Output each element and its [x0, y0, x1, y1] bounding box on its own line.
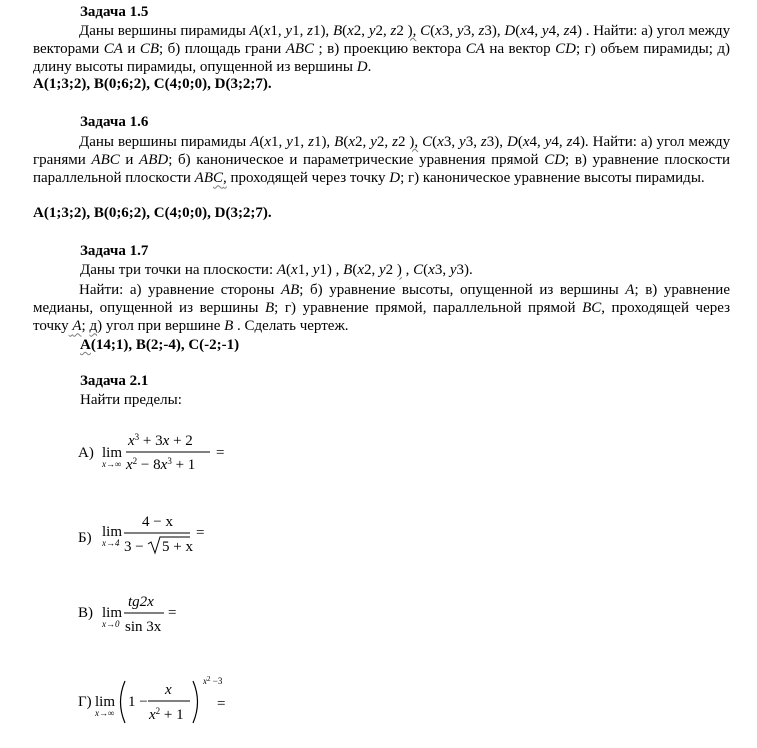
limit-a-label: А)	[78, 445, 94, 461]
limit-d-sub: x→∞	[95, 708, 115, 718]
left-paren	[121, 681, 126, 723]
limit-c-label: В)	[78, 605, 93, 621]
limit-d-equals: =	[217, 696, 226, 712]
limit-d-lim: lim	[95, 694, 116, 710]
task-1-5-title: Задача 1.5	[80, 4, 149, 20]
limit-b-lim: lim	[102, 524, 123, 540]
limit-a-numerator: $x^3 + 3x + 2$	[128, 432, 193, 449]
limit-b-equals: =	[196, 525, 205, 541]
limit-c-numerator: tg2x	[128, 594, 154, 610]
limit-a-sub: x→∞	[102, 459, 122, 469]
limit-c	[78, 595, 278, 645]
limit-b-sub: x→4	[102, 538, 120, 548]
limit-d	[78, 672, 298, 742]
limit-b-den-radicand: 5 + x	[162, 539, 193, 555]
limit-c-sub: x→0	[102, 619, 120, 629]
task-1-6-points: A(1;3;2), B(0;6;2), C(4;0;0), D(3;2;7).	[33, 205, 272, 221]
task-1-5-points: A(1;3;2), B(0;6;2), C(4;0;0), D(3;2;7).	[33, 76, 272, 92]
limit-a-denominator: $x^2 - 8x^3 + 1$	[126, 456, 196, 473]
limit-d-denominator: $x^2 + 1$	[149, 706, 184, 723]
limit-d-exponent: $x^2 -3$	[203, 675, 223, 686]
task-1-5-body: Даны вершины пирамиды A(x1, y1, z1), B(x2, y2, z2 ), C(x3, y3, z3), D(x4, y4, z4) . Найти: а) угол между векторами CA и CB; б) площадь грани ABC ; в) проекцию вектора CA на вектор CD; г) объем пирамиды; д) длину высоты пирамиды, опущенной из вершины D.	[33, 23, 731, 76]
limit-c-denominator: sin 3x	[125, 619, 162, 635]
task-2-1-title: Задача 2.1	[80, 373, 149, 389]
limit-a-lim: lim	[102, 445, 123, 461]
task-1-7-points: A(14;1), B(2;-4), C(-2;-1)	[80, 337, 240, 353]
limit-a	[78, 430, 278, 480]
task-1-6-body: Даны вершины пирамиды A(x1, y1, z1), B(x2, y2, z2 ), C(x3, y3, z3), D(x4, y4, z4). Найти: а) угол между гранями ABC и ABD; б) каноническое и параметрические уравнения прямой CD; в) уравнение плоскости параллельной плоскости ABC, проходящей через точку D; г) каноническое уравнение высоты пирамиды.	[33, 134, 731, 187]
limit-c-lim: lim	[102, 605, 123, 621]
limit-d-one: 1 −	[128, 694, 148, 710]
limit-b-label: Б)	[78, 530, 92, 546]
right-paren	[193, 681, 198, 723]
task-1-7-title: Задача 1.7	[80, 243, 149, 259]
task-1-6-title: Задача 1.6	[80, 114, 149, 130]
task-1-7-body: Найти: а) уравнение стороны AB; б) уравнение высоты, опущенной из вершины A; в) уравнение медианы, опущенной из вершины B; г) уравнение прямой, параллельной прямой BC, проходящей через точку A; д) угол при вершине B . Сделать чертеж.	[33, 282, 730, 335]
limit-c-equals: =	[168, 605, 177, 621]
task-1-7-line1: Даны три точки на плоскости: A(x1, y1) , B(x2, y2 ) , C(x3, y3).	[80, 262, 473, 278]
limit-d-numerator: x	[165, 682, 172, 698]
limit-b-numerator: 4 − x	[142, 514, 173, 530]
limit-a-equals: =	[216, 445, 225, 461]
limit-b-den-pre: 3 −	[124, 539, 144, 555]
limit-b	[78, 515, 278, 565]
limit-d-label: Г)	[78, 694, 92, 710]
task-2-1-subtitle: Найти пределы:	[80, 392, 182, 408]
